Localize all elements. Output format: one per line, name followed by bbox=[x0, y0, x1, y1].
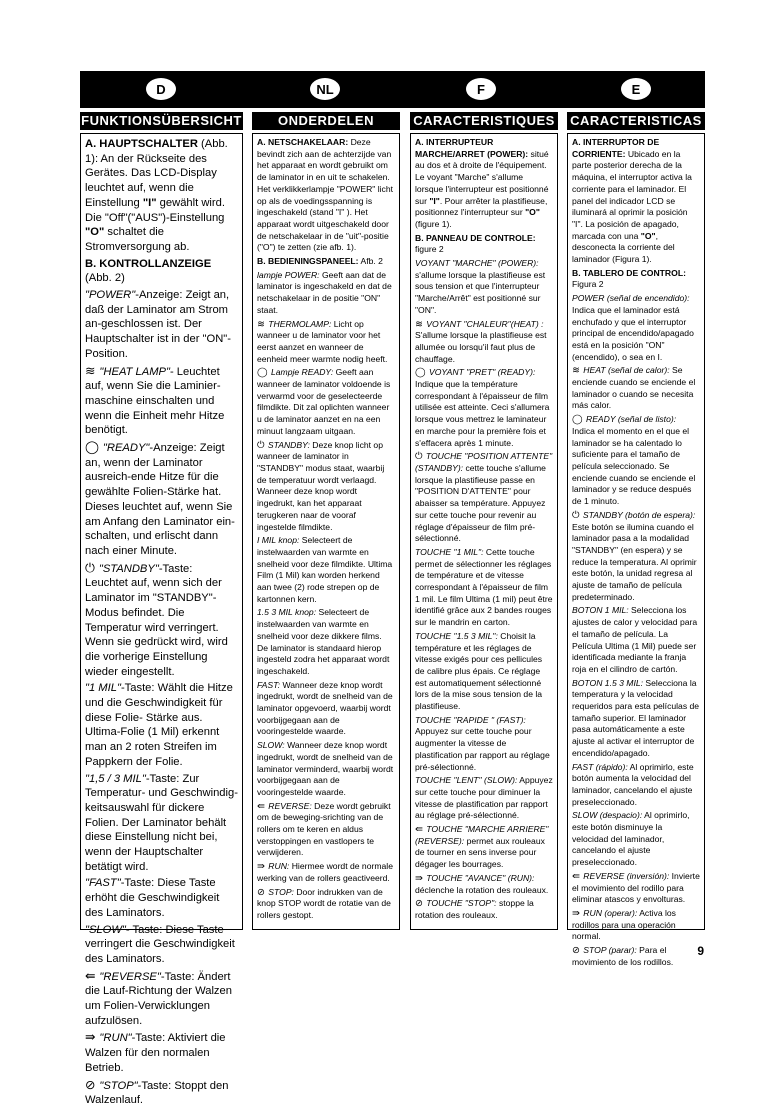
reverse-icon: ⇚ bbox=[257, 800, 265, 812]
run-icon: ⇛ bbox=[85, 1030, 96, 1045]
run-icon: ⇛ bbox=[257, 861, 265, 873]
section-a: A. NETSCHAKELAAR: Deze bevindt zich aan de achterzijde van het apparaat en wordt gebruikt om de laminator in en uit te schakelen. Het verklikkerlampje "POWER" licht op als de voedingsspanning is ingeschakeld (stand "I" ). Het apparaat wordt uitgeschakeld door de netschakelaar in de "uit"-positie ("O") te zetten (zie afb. 1). bbox=[257, 137, 393, 253]
title-de: FUNKTIONSÜBERSICHT bbox=[81, 113, 242, 128]
badge-de: D bbox=[146, 78, 176, 100]
item-15-3mil: TOUCHE "1.5 3 MIL": Choisit la température et les réglages de vitesse exigés pour ces pellicules de calibre plus épais. Ce réglage est automatiquement sélectionné lors de la mise sous tension de la plastifieuse. bbox=[415, 630, 543, 712]
item-1mil: TOUCHE "1 MIL": Cette touche permet de sélectionner les réglages de température et de vitesse correspondant à l'épaisseur de film 1 mil. Le film Ultima (1 mil) peut être identifié grâce aux 2 bandes rouges sur le mandrin en carton. bbox=[415, 546, 553, 628]
item-run: ⇛ "RUN"-Taste: Aktiviert die Walzen für den normalen Betrieb. bbox=[85, 1030, 226, 1074]
section-b: B. KONTROLLANZEIGE (Abb. 2) bbox=[85, 257, 212, 285]
badge-es: E bbox=[621, 78, 651, 100]
item-ready: ◯ READY (señal de listo): Indica el momento en el que el laminador se ha calentado lo suficiente para el tamaño de película seleccionado. Se enciende cuando se enciende el laminador y se reduce después de 1 minuto. bbox=[572, 414, 696, 507]
column-fr bbox=[410, 133, 558, 930]
ready-circle-icon: ◯ bbox=[572, 414, 583, 426]
section-b: B. TABLERO DE CONTROL: Figura 2 bbox=[572, 267, 686, 290]
item-stop: ⊘ TOUCHE "STOP": stoppe la rotation des rouleaux. bbox=[415, 898, 534, 920]
section-b: B. BEDIENINGSPANEEL: Afb. 2 bbox=[257, 256, 383, 267]
item-fast: TOUCHE "RAPIDE " (FAST): Appuyez sur cette touche pour augmenter la vitesse de plastification par rapport au réglage pré-sélectionné. bbox=[415, 714, 550, 772]
title-fr: CARACTERISTIQUES bbox=[410, 112, 558, 130]
item-slow: TOUCHE "LENT" (SLOW): Appuyez sur cette touche pour diminuer la vitesse de plastification par rapport au réglage pré-sélectionné. bbox=[415, 775, 553, 821]
item-fast: FAST (rápido): Al oprimirlo, este botón aumenta la velocidad del laminador, cancelando el ajuste preseleccionado. bbox=[572, 761, 694, 807]
item-power: POWER (señal de encendido): Indica que el laminador está enchufado y que el interruptor principal de encendido/apagado está en la posición "ON" (encendido), o sea en I. bbox=[572, 293, 694, 362]
power-icon: ⏻ bbox=[85, 560, 95, 575]
badge-fr: F bbox=[466, 78, 496, 100]
power-icon: ⏻ bbox=[257, 439, 265, 451]
heat-waves-icon: ≋ bbox=[257, 318, 265, 330]
stop-icon: ⊘ bbox=[415, 898, 423, 910]
badge-nl: NL bbox=[310, 78, 340, 100]
title-nl: ONDERDELEN bbox=[252, 112, 400, 130]
item-1mil: "1 MIL"-Taste: Wählt die Hitze und die Geschwindigkeit für diese Folie- Stärke aus. Ultima-Folie (1 Mil) erkennt man an 2 roten Streifen im Pappkern der Folie. bbox=[85, 682, 233, 768]
item-1mil: I MIL knop: Selecteert de instelwaarden van warmte en snelheid voor deze filmdikte. Ultima Film (1 Mil) kan worden herkend aan twee (2) rode strepen op de kartonnen kern. bbox=[257, 535, 393, 604]
item-standby: ⏻ STANDBY: Deze knop licht op wanneer de laminator in "STANDBY" modus staat, waarbij de temperatuur wordt verlaagd. Wanneer deze knop wordt ingedrukt, kan het apparaat terugkeren naar de vooraf ingestelde filmdikte. bbox=[257, 439, 385, 532]
item-standby: ⏻ TOUCHE "POSITION ATTENTE" (STANDBY): cette touche s'allume lorsque la plastifieuse passe en "POSITION D'ATTENTE" pour abaisser sa température. Appuyez sur cette touche pour revenir au réglage d'épaisseur de film pré-sélectionné. bbox=[415, 451, 553, 544]
reverse-icon: ⇚ bbox=[415, 824, 423, 836]
column-de bbox=[80, 133, 243, 1107]
section-b: B. PANNEAU DE CONTROLE: figure 2 bbox=[415, 232, 536, 255]
item-reverse: ⇚ REVERSE: Deze wordt gebruikt om de beweging-srichting van de rollers om te keren en aldus verstoppingen en vastlopers te verwijderen. bbox=[257, 800, 391, 858]
power-icon: ⏻ bbox=[572, 509, 580, 521]
ready-circle-icon: ◯ bbox=[85, 440, 99, 455]
item-standby: ⏻ "STANDBY"-Taste: Leuchtet auf, wenn sich der Laminator im "STANDBY"-Modus befindet. Die Temperatur wird verringert. Wenn sie gedrückt wird, wird die vorherige Einstellung wieder eingestellt. bbox=[85, 560, 228, 678]
item-standby: ⏻ STANDBY (botón de espera): Este botón se ilumina cuando el laminador pasa a la modalidad "STANDBY" (en espera) y se reduce la temperatura. Al oprimir este botón, la unidad regresa al ajuste de tamaño de película predeterminado. bbox=[572, 509, 697, 602]
section-a: A. INTERRUPTEUR MARCHE/ARRET (POWER): situé au dos et à droite de l'équipement. Le voyant "Marche" s'allume lorsque l'interrupteur est positionné sur "I". Pour arrêter la plastifieuse, positionnez l'interrupteur sur "O" (figure 1). bbox=[415, 137, 549, 229]
item-slow: SLOW: Wanneer deze knop wordt ingedrukt, wordt de snelheid van de laminator verminderd, waarbij wordt voorbijgegaan aan de vooringestelde waarde. bbox=[257, 740, 394, 797]
item-ready: ◯ VOYANT "PRET" (READY): Indique que la température correspondant à l'épaisseur de film utilisée est atteinte. Ceci s'allumera lorsque vous mettrez le laminateur en marche pour la première fois et s'effacera après 1 minute. bbox=[415, 367, 550, 448]
item-fast: FAST: Wanneer deze knop wordt ingedrukt, wordt de snelheid van de laminator opgevoerd, waarbij wordt voorbijgegaan aan de vooringestelde waarde. bbox=[257, 679, 393, 737]
item-heat: ≋ THERMOLAMP: Licht op wanneer u de laminator voor het eerst aanzet en wanneer de eenheid meer warmte nodig heeft. bbox=[257, 318, 388, 364]
item-run: ⇛ RUN (operar): Activa los rodillos para una operación normal. bbox=[572, 908, 676, 942]
item-slow: "SLOW"- Taste: Diese Taste verringert die Geschwindigkeit des Laminators. bbox=[85, 923, 235, 965]
item-heat: ≋ "HEAT LAMP"- Leuchtet auf, wenn Sie die Laminier-maschine einschalten und wenn die Einheit mehr Hitze benötigt. bbox=[85, 363, 225, 437]
item-power: "POWER"-Anzeige: Zeigt an, daß der Laminator am Strom an-geschlossen ist. Der Hauptschalter ist in der "ON"-Position. bbox=[85, 289, 231, 360]
item-ready: ◯ Lampje READY: Geeft aan wanneer de laminator voldoende is verwarmd voor de geselecteerde filmdikte. Dit zal oplichten wanneer u de laminator aanzet en na een minuut langzaam uitgaan. bbox=[257, 367, 391, 436]
ready-circle-icon: ◯ bbox=[257, 367, 268, 379]
stop-icon: ⊘ bbox=[257, 886, 265, 898]
run-icon: ⇛ bbox=[415, 872, 423, 884]
item-reverse: ⇚ TOUCHE "MARCHE ARRIERE" (REVERSE): permet aux rouleaux de tourner en sens inverse pour dégager les bourrages. bbox=[415, 824, 549, 870]
item-run: ⇛ RUN: Hiermee wordt de normale werking van de rollers geactiveerd. bbox=[257, 861, 393, 883]
run-icon: ⇛ bbox=[572, 908, 580, 919]
item-stop: ⊘ "STOP"-Taste: Stoppt den Walzenlauf. bbox=[85, 1077, 229, 1107]
stop-icon: ⊘ bbox=[85, 1077, 96, 1092]
column-es bbox=[567, 133, 705, 967]
stop-icon: ⊘ bbox=[572, 945, 580, 957]
heat-waves-icon: ≋ bbox=[85, 363, 96, 378]
column-nl bbox=[252, 133, 400, 930]
item-reverse: ⇚ "REVERSE"-Taste: Ändert die Lauf-Richtung der Walzen um Folien-Verwicklungen aufzulösen. bbox=[85, 968, 232, 1027]
item-run: ⇛ TOUCHE "AVANCE" (RUN): déclenche la rotation des rouleaux. bbox=[415, 872, 549, 895]
page-number: 9 bbox=[697, 944, 704, 958]
item-stop: ⊘ STOP: Door indrukken van de knop STOP wordt de rotatie van de rollers gestopt. bbox=[257, 886, 391, 920]
reverse-icon: ⇚ bbox=[572, 870, 580, 882]
item-power: lampje POWER: Geeft aan dat de laminator is ingeschakeld en dat de netschakelaar in de positie "ON" staat. bbox=[257, 269, 392, 315]
item-stop: ⊘ STOP (parar): Para el movimiento de los rodillos. bbox=[572, 945, 674, 967]
section-a: A. HAUPTSCHALTER (Abb. 1): An der Rückseite des Gerätes. Das LCD-Display leuchtet auf, wenn die Einstellung "I" gewählt wird. Die "Off"("AUS")-Einstellung "O" schaltet die Stromversorgung ab. bbox=[85, 138, 228, 253]
item-slow: SLOW (despacio): Al oprimirlo, este botón disminuye la velocidad del laminador, cancelando el ajuste preseleccionado. bbox=[572, 810, 690, 868]
title-es: CARACTERISTICAS bbox=[567, 112, 705, 130]
item-fast: "FAST"-Taste: Diese Taste erhöht die Geschwindigkeit des Laminators. bbox=[85, 877, 220, 919]
ready-circle-icon: ◯ bbox=[415, 367, 426, 379]
item-15-3mil: BOTON 1.5 3 MIL: Selecciona la temperatura y la velocidad requeridos para esta películas de tamaño superior. El laminador pasa automáticamente a este ajuste al activar el interruptor de encendido/apagado. bbox=[572, 677, 700, 758]
item-ready: ◯ "READY"-Anzeige: Zeigt an, wenn der Laminator ausreich-ende Hitze für die gewählte Folien-Stärke hat. Dieses leuchtet auf, wenn Sie am Anfang den Laminator ein-schalten, und erlischt dann nach einer Minute. bbox=[85, 440, 235, 557]
item-15-3mil: 1.5 3 MIL knop: Selecteert de instelwaarden van warmte en snelheid voor deze dikkere films. De laminator is standaard hierop ingesteld zodra het apparaat wordt ingeschakeld. bbox=[257, 607, 390, 676]
item-heat: ≋ VOYANT "CHALEUR"(HEAT) : S'allume lorsque la plastifieuse est allumée ou lorsqu'il faut plus de chauffage. bbox=[415, 318, 547, 364]
power-icon: ⏻ bbox=[415, 451, 423, 463]
item-reverse: ⇚ REVERSE (inversión): Invierte el movimiento del rodillo para eliminar atascos y envolturas. bbox=[572, 870, 700, 905]
reverse-icon: ⇚ bbox=[85, 968, 96, 983]
heat-waves-icon: ≋ bbox=[415, 318, 423, 330]
section-a: A. INTERRUPTOR DE CORRIENTE: Ubicado en la parte posterior derecha de la máquina, el interruptor activa la corriente para el laminador. El panel del indicador LCD se iluminará al oprimir la posición "I". La posición de apagado, marcada con una "O", desconecta la corriente del laminador (Figura 1). bbox=[572, 137, 692, 265]
item-15-3mil: "1,5 / 3 MIL"-Taste: Zur Temperatur- und Geschwindig-keitsauswahl für dickere Folien. Der Laminator behält diese Einstellung nicht bei, wenn der Hauptschalter betätigt wird. bbox=[85, 772, 238, 873]
heat-waves-icon: ≋ bbox=[572, 365, 580, 377]
item-1mil: BOTON 1 MIL: Selecciona los ajustes de calor y velocidad para el tamaño de película. La Película Ultima (1 Mil) puede ser identificada mediante la franja roja en el cilindro de cartón. bbox=[572, 605, 698, 674]
item-heat: ≋ HEAT (señal de calor): Se enciende cuando se enciende el laminador o cuando se necesita más calor. bbox=[572, 365, 696, 411]
item-power: VOYANT "MARCHE" (POWER): s'allume lorsque la plastifieuse est sous tension et que l'interrupteur "Marche/Arrêt" est positionné sur "ON". bbox=[415, 258, 546, 315]
